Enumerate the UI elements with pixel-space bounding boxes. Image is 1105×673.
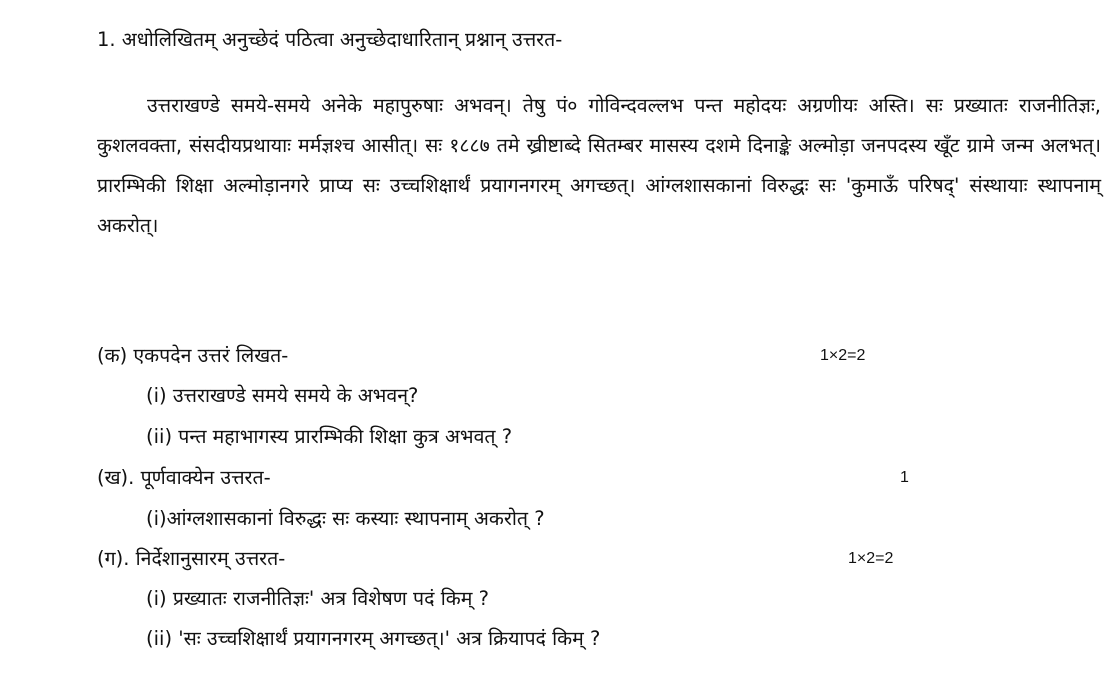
section-ka-question-2: (ii) पन्त महाभागस्य प्रारम्भिकी शिक्षा कुत्र अभवत् ?: [146, 425, 513, 448]
section-kha-marks: 1: [900, 469, 909, 486]
passage-paragraph: उत्तराखण्डे समये-समये अनेके महापुरुषाः अभवन्। तेषु पं० गोविन्दवल्लभ पन्त महोदयः अग्रणीयः अस्ति। सः प्रख्यातः राजनीतिज्ञः, कुशलवक्ता, संसदीयप्रथायाः मर्मज्ञश्च आसीत्। सः १८८७ तमे ख्रीष्टाब्दे सितम्बर मासस्य दशमे दिनाङ्के अल्मोड़ा जनपदस्य खूँट ग्रामे जन्म अलभत्। प्रारम्भिकी शिक्षा अल्मोड़ानगरे प्राप्य सः उच्चशिक्षार्थं प्रयागनगरम् अगच्छत्। आंग्लशासकानां विरुद्धः सः 'कुमाऊँ परिषद्' संस्थायाः स्थापनाम् अकरोत्।: [97, 94, 1101, 237]
section-kha-question-1: (i)आंग्लशासकानां विरुद्धः सः कस्याः स्थापनाम् अकरोत् ?: [146, 507, 545, 530]
section-ga-title: (ग). निर्देशानुसारम् उत्तरत-: [97, 547, 286, 570]
section-ga-question-2: (ii) 'सः उच्चशिक्षार्थं प्रयागनगरम् अगच्छत्।' अत्र क्रियापदं किम् ?: [146, 627, 601, 650]
section-ga-question-1: (i) प्रख्यातः राजनीतिज्ञः' अत्र विशेषण पदं किम् ?: [146, 587, 489, 610]
section-ka-marks: 1×2=2: [820, 347, 866, 364]
section-ga-marks: 1×2=2: [848, 550, 894, 567]
section-ka-title: (क) एकपदेन उत्तरं लिखत-: [97, 344, 289, 367]
section-kha-title: (ख). पूर्णवाक्येन उत्तरत-: [97, 466, 271, 489]
section-ka-question-1: (i) उत्तराखण्डे समये समये के अभवन्?: [146, 384, 419, 407]
question-heading: 1. अधोलिखितम् अनुच्छेदं पठित्वा अनुच्छेदाधारितान् प्रश्नान् उत्तरत-: [97, 28, 563, 51]
